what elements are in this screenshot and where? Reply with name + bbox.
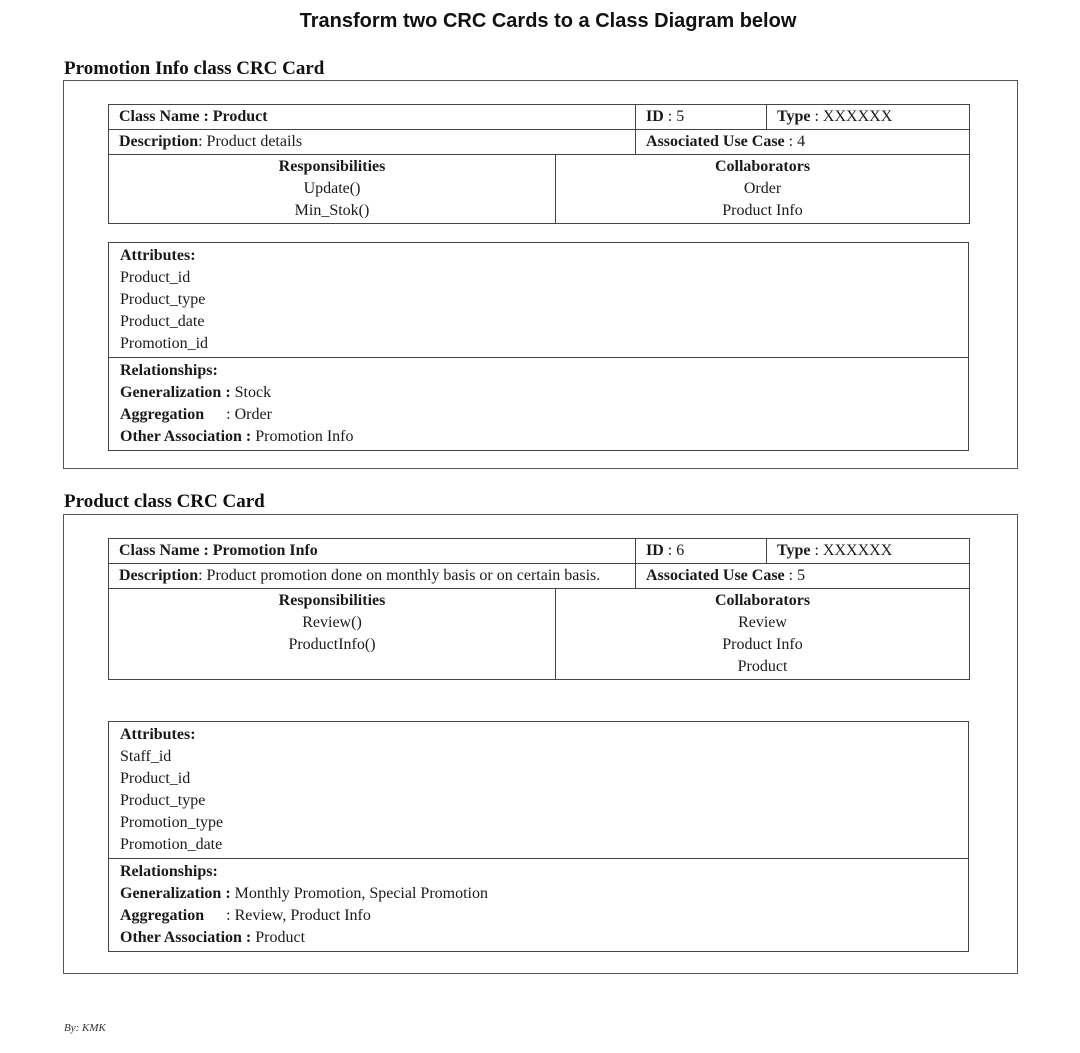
attribute-item: Product_type: [120, 291, 206, 308]
attribute-item: Product_type: [120, 792, 206, 809]
responsibilities-cell: Responsibilities Update() Min_Stok(): [109, 155, 556, 224]
aggregation-line: Aggregation : Order: [120, 406, 272, 423]
use-case-cell: Associated Use Case : 5: [636, 564, 970, 589]
class-name: Promotion Info: [212, 542, 318, 559]
attributes-section: Attributes: Product_id Product_type Product_date Promotion_id: [109, 243, 968, 357]
attribute-item: Product_date: [120, 313, 205, 330]
generalization-line: Generalization : Monthly Promotion, Special Promotion: [120, 885, 488, 902]
responsibility-item: Update(): [303, 180, 361, 197]
crc-header-table: [108, 104, 969, 224]
attribute-item: Staff_id: [120, 748, 172, 765]
card-heading: Product class CRC Card: [64, 491, 265, 512]
class-name: Product: [212, 108, 268, 125]
collaborator-item: Product Info: [722, 202, 803, 219]
description-cell: Description: Product details: [109, 130, 636, 155]
responsibility-item: Review(): [302, 614, 362, 631]
relationships-section: Relationships: Generalization : Monthly Promotion, Special Promotion Aggregation : Review, Product Info Other Association : Product: [109, 858, 968, 951]
collaborator-item: Review: [738, 614, 787, 631]
other-association-line: Other Association : Product: [120, 929, 306, 946]
aggregation-line: Aggregation : Review, Product Info: [120, 907, 371, 924]
author-footer: By: KMK: [64, 1022, 106, 1034]
attribute-item: Promotion_type: [120, 814, 224, 831]
class-name-cell: Class Name : Promotion Info: [109, 539, 636, 564]
attribute-item: Promotion_id: [120, 335, 209, 352]
collaborator-item: Product Info: [722, 636, 803, 653]
attributes-box: [108, 721, 969, 952]
crc-header-table: [108, 538, 969, 680]
generalization-line: Generalization : Stock: [120, 384, 272, 401]
collaborator-item: Product: [737, 658, 788, 675]
attribute-item: Product_id: [120, 269, 191, 286]
relationships-section: Relationships: Generalization : Stock Aggregation : Order Other Association : Promotion Info: [109, 357, 968, 450]
id-cell: ID : 6: [636, 539, 767, 564]
collaborator-item: Order: [743, 180, 782, 197]
collaborators-cell: Collaborators Review Product Info Product: [556, 589, 970, 680]
attributes-box: [108, 242, 969, 451]
description-cell: Description: Product promotion done on monthly basis or on certain basis.: [109, 564, 636, 589]
id-cell: ID : 5: [636, 105, 767, 130]
page-title: Transform two CRC Cards to a Class Diagram below: [299, 10, 797, 32]
type-cell: Type : XXXXXX: [767, 105, 970, 130]
responsibility-item: ProductInfo(): [288, 636, 376, 653]
class-name-cell: Class Name : Product: [109, 105, 636, 130]
attribute-item: Promotion_date: [120, 836, 223, 853]
card-heading: Promotion Info class CRC Card: [64, 58, 325, 79]
other-association-line: Other Association : Promotion Info: [120, 428, 354, 445]
attribute-item: Product_id: [120, 770, 191, 787]
responsibility-item: Min_Stok(): [294, 202, 370, 219]
responsibilities-cell: Responsibilities Review() ProductInfo(): [109, 589, 556, 680]
use-case-cell: Associated Use Case : 4: [636, 130, 970, 155]
type-cell: Type : XXXXXX: [767, 539, 970, 564]
collaborators-cell: Collaborators Order Product Info: [556, 155, 970, 224]
attributes-section: Attributes: Staff_id Product_id Product_type Promotion_type Promotion_date: [109, 722, 968, 858]
